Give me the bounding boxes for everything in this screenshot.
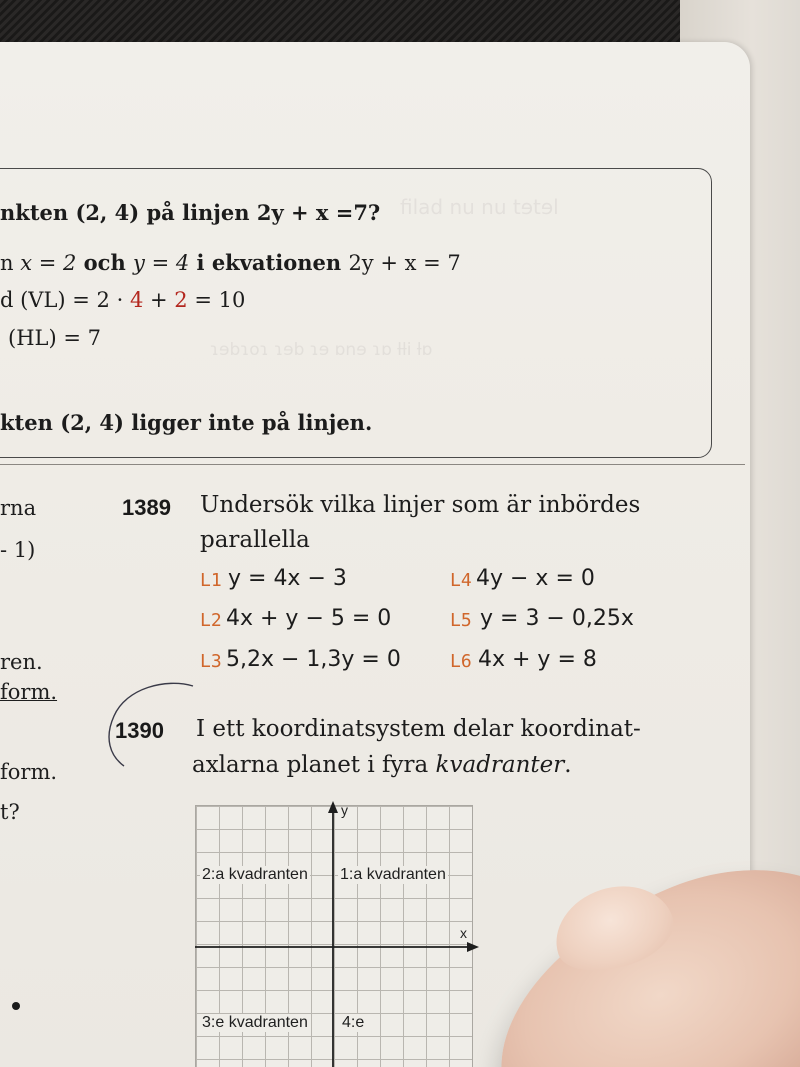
line-equation: y = 4x − 3 xyxy=(228,566,347,591)
example-substitution: n x = 2 och y = 4 i ekvationen 2y + x = 7 xyxy=(0,250,461,275)
line-equation: 4x + y − 5 = 0 xyxy=(226,606,392,631)
problem-text: Undersök vilka linjer som är inbördes xyxy=(200,492,641,518)
left-column-text: - 1) xyxy=(0,538,36,562)
left-column-text: form. xyxy=(0,760,58,784)
quadrant-2-label: 2:a kvadranten xyxy=(202,866,308,883)
line-label: L4 xyxy=(450,570,472,591)
section-divider xyxy=(0,464,745,465)
problem-text: I ett koordinatsystem delar koordinat- xyxy=(196,716,641,742)
left-column-text: form. xyxy=(0,680,58,704)
example-question: nkten (2, 4) på linjen 2y + x =7? xyxy=(0,200,381,225)
line-equation: 5,2x − 1,3y = 0 xyxy=(226,647,401,672)
line-equation: y = 3 − 0,25x xyxy=(480,606,634,631)
line-label: L1 xyxy=(200,570,222,591)
quadrant-1-label: 1:a kvadranten xyxy=(340,866,446,883)
left-column-text: rna xyxy=(0,496,37,520)
line-label: L2 xyxy=(200,610,222,631)
example-right-side: (HL) = 7 xyxy=(8,326,101,350)
show-through-text: ﬁlad nu nu tɘtɘl xyxy=(400,195,559,219)
line-label: L6 xyxy=(450,651,472,672)
line-equation: 4x + y = 8 xyxy=(478,647,597,672)
bullet-dot xyxy=(12,1002,20,1010)
problem-text: axlarna planet i fyra kvadranter. xyxy=(192,752,572,778)
line-equation: 4y − x = 0 xyxy=(476,566,595,591)
y-axis-label: y xyxy=(341,802,348,818)
line-label: L5 xyxy=(450,610,472,631)
show-through-text: ɿɘbɿoɿ ɿɘb ɿɘ ɒnɘ ɿɒ ƚƚi ƚɒ xyxy=(210,340,433,360)
example-conclusion: kten (2, 4) ligger inte på linjen. xyxy=(0,410,373,435)
problem-number: 1389 xyxy=(122,495,171,520)
problem-text: parallella xyxy=(200,527,310,553)
problem-number: 1390 xyxy=(115,718,164,743)
line-label: L3 xyxy=(200,651,222,672)
quadrant-4-label: 4:e xyxy=(342,1014,365,1031)
quadrant-3-label: 3:e kvadranten xyxy=(202,1014,308,1031)
example-left-side: d (VL) = 2 · 4 + 2 = 10 xyxy=(0,288,246,312)
left-column-text: ren. xyxy=(0,650,43,674)
left-column-text: t? xyxy=(0,800,20,824)
x-axis-label: x xyxy=(460,925,467,941)
